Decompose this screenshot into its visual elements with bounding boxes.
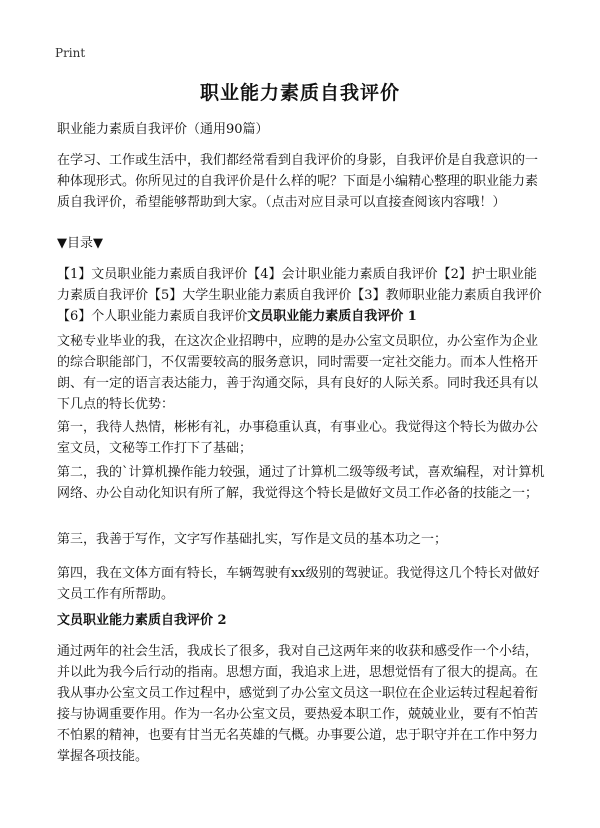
subtitle: 职业能力素质自我评价（通用90篇）	[57, 122, 269, 137]
section1-paragraph-2: 第一，我待人热情，彬彬有礼，办事稳重认真，有事业心。我觉得这个特长为做办公室文员，文秘等工作打下了基础；	[57, 420, 539, 456]
toc-link-6[interactable]: 【6】个人职业能力素质自我评价	[57, 309, 248, 324]
page-title: 职业能力素质自我评价	[199, 82, 400, 104]
section-heading-2: 文员职业能力素质自我评价 2	[57, 613, 227, 628]
toc-link-4[interactable]: 【4】会计职业能力素质自我评价	[247, 267, 438, 282]
section1-paragraph-1: 文秘专业毕业的我，在这次企业招聘中，应聘的是办公室文员职位，办公室作为企业的综合职能部门，不仅需要较高的服务意识，同时需要一定社交能力。而本人性格开朗、有一定的语言表达能力，善于沟通交际，具有良好的人际关系。同时我还具有以下几点的特长优势：	[57, 334, 539, 412]
section1-paragraph-4: 第三，我善于写作，文字写作基础扎实，写作是文员的基本功之一；	[57, 532, 448, 547]
section2-paragraph: 通过两年的社会生活，我成长了很多，我对自己这两年来的收获和感受作一个小结，并以此为我今后行动的指南。思想方面，我追求上进，思想觉悟有了很大的提高。在我从事办公室文员工作过程中，感觉到了办公室文员这一职位在企业运转过程起着衔接与协调重要作用。作为一名办公室文员，要热爱本职工作，兢兢业业，要有不怕苦不怕累的精神，也要有甘当无名英雄的气概。办事要公道，忠于职守并在工作中努力掌握各项技能。	[57, 644, 539, 764]
section-heading-1: 文员职业能力素质自我评价 1	[247, 309, 417, 324]
toc-link-5[interactable]: 【5】大学生职业能力素质自我评价	[148, 288, 352, 303]
section1-paragraph-5: 第四，我在文体方面有特长，车辆驾驶有xx级别的驾驶证。我觉得这几个特长对做好文员工作有所帮助。	[57, 566, 540, 602]
intro-paragraph: 在学习、工作或生活中，我们都经常看到自我评价的身影，自我评价是自我意识的一种体现形式。你所见过的自我评价是什么样的呢？下面是小编精心整理的职业能力素质自我评价，希望能够帮助到大家。（点击对应目录可以直接查阅该内容哦！）	[57, 153, 539, 210]
section1-paragraph-3: 第二，我的`计算机操作能力较强，通过了计算机二级等级考试，喜欢编程，对计算机网络、办公自动化知识有所了解，我觉得这个特长是做好文员工作必备的技能之一；	[57, 465, 545, 501]
toc-link-1[interactable]: 【1】文员职业能力素质自我评价	[57, 267, 248, 282]
toc-heading: ▼目录▼	[57, 236, 103, 251]
toc	[57, 264, 547, 327]
toc-link-2[interactable]: 【2】护士职业能力素质自我评价	[57, 267, 537, 303]
print-link[interactable]: Print	[55, 46, 86, 60]
toc-link-3[interactable]: 【3】教师职业能力素质自我评价	[351, 288, 542, 303]
